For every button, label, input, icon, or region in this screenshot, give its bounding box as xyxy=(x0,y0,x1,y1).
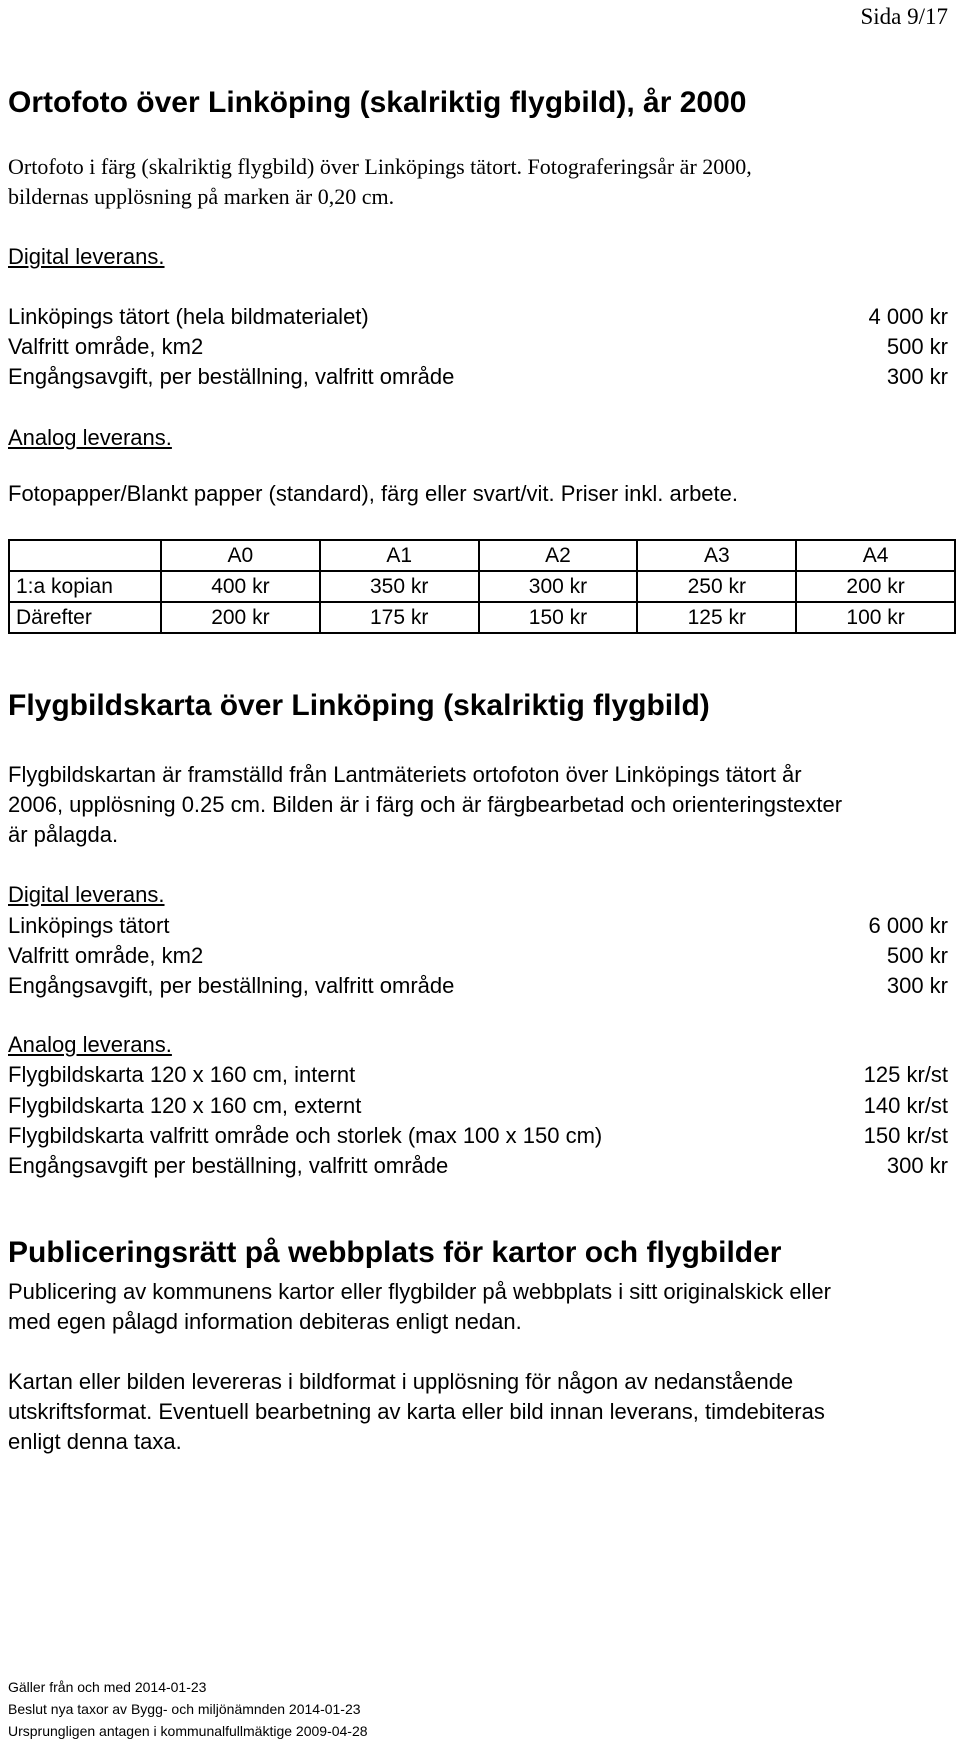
price-label: Linköpings tätort (hela bildmaterialet) xyxy=(8,304,369,329)
price-value: 150 kr/st xyxy=(863,1123,948,1148)
price-label: Flygbildskarta valfritt område och storlek (max 100 x 150 cm) xyxy=(8,1123,603,1148)
table-header-cell: A1 xyxy=(320,540,479,571)
table-cell: 300 kr xyxy=(479,571,638,602)
page-number: Sida 9/17 xyxy=(860,4,948,29)
table-cell: 175 kr xyxy=(320,602,479,633)
price-value: 300 kr xyxy=(886,364,948,389)
ortofoto-price-table xyxy=(8,539,956,634)
price-value: 140 kr/st xyxy=(863,1093,948,1118)
flygbildskarta-desc-line: Flygbildskartan är framställd från Lantmäteriets ortofoton över Linköpings tätort år xyxy=(8,762,802,787)
ortofoto-description xyxy=(8,152,752,212)
publicering-line: utskriftsformat. Eventuell bearbetning av karta eller bild innan leverans, timdebiteras xyxy=(8,1399,825,1424)
flygbildskarta-desc-line: är pålagda. xyxy=(8,822,119,847)
price-label: Valfritt område, km2 xyxy=(8,943,204,968)
table-header-cell: A0 xyxy=(161,540,320,571)
price-label: Engångsavgift per beställning, valfritt område xyxy=(8,1153,449,1178)
price-row xyxy=(8,911,948,941)
ortofoto-title: Ortofoto över Linköping (skalriktig flygbild), år 2000 xyxy=(8,86,747,119)
table-cell: 150 kr xyxy=(479,602,638,633)
flygbildskarta-desc-line: 2006, upplösning 0.25 cm. Bilden är i färg och är färgbearbetad och orienteringstexter xyxy=(8,792,843,817)
table-cell: 400 kr xyxy=(161,571,320,602)
publicering-line: Publicering av kommunens kartor eller flygbilder på webbplats i sitt originalskick eller xyxy=(8,1279,831,1304)
publicering-line: med egen pålagd information debiteras enligt nedan. xyxy=(8,1309,522,1334)
price-label: Flygbildskarta 120 x 160 cm, externt xyxy=(8,1093,362,1118)
footer-line: Gäller från och med 2014-01-23 xyxy=(8,1679,207,1695)
ortofoto-digital-heading: Digital leverans. xyxy=(8,244,165,269)
price-label: Engångsavgift, per beställning, valfritt område xyxy=(8,364,455,389)
table-cell: Därefter xyxy=(9,602,161,633)
table-cell: 1:a kopian xyxy=(9,571,161,602)
footer xyxy=(8,1676,368,1742)
publicering-title: Publiceringsrätt på webbplats för kartor och flygbilder xyxy=(8,1236,782,1269)
flygbildskarta-title: Flygbildskarta över Linköping (skalriktig flygbild) xyxy=(8,689,710,722)
publicering-paragraph-1 xyxy=(8,1277,831,1337)
publicering-line: enligt denna taxa. xyxy=(8,1429,182,1454)
table-cell xyxy=(9,540,161,571)
price-row xyxy=(8,362,948,392)
price-row xyxy=(8,332,948,362)
table-header-cell: A3 xyxy=(637,540,796,571)
flygbildskarta-analog-heading: Analog leverans. xyxy=(8,1032,172,1057)
price-value: 4 000 kr xyxy=(868,304,948,329)
price-value: 500 kr xyxy=(886,334,948,359)
price-value: 300 kr xyxy=(886,973,948,998)
ortofoto-analog-note: Fotopapper/Blankt papper (standard), färg eller svart/vit. Priser inkl. arbete. xyxy=(8,481,739,506)
price-value: 500 kr xyxy=(886,943,948,968)
price-row xyxy=(8,941,948,971)
table-cell: 200 kr xyxy=(161,602,320,633)
table-cell: 125 kr xyxy=(637,602,796,633)
ortofoto-desc-line: bildernas upplösning på marken är 0,20 cm. xyxy=(8,184,395,209)
publicering-line: Kartan eller bilden levereras i bildformat i upplösning för någon av nedanstående xyxy=(8,1369,794,1394)
price-row xyxy=(8,1121,948,1151)
price-value: 6 000 kr xyxy=(868,913,948,938)
table-header-row xyxy=(9,540,955,571)
ortofoto-analog-heading: Analog leverans. xyxy=(8,425,172,450)
footer-line: Ursprungligen antagen i kommunalfullmäktige 2009-04-28 xyxy=(8,1723,368,1739)
price-label: Engångsavgift, per beställning, valfritt område xyxy=(8,973,455,998)
price-label: Flygbildskarta 120 x 160 cm, internt xyxy=(8,1062,356,1087)
table-cell: 250 kr xyxy=(637,571,796,602)
price-value: 125 kr/st xyxy=(863,1062,948,1087)
price-row xyxy=(8,1091,948,1121)
table-header-cell: A2 xyxy=(479,540,638,571)
price-label: Linköpings tätort xyxy=(8,913,170,938)
table-cell: 100 kr xyxy=(796,602,955,633)
table-header-cell: A4 xyxy=(796,540,955,571)
flygbildskarta-description xyxy=(8,760,842,850)
table-cell: 350 kr xyxy=(320,571,479,602)
publicering-paragraph-2 xyxy=(8,1367,825,1457)
table-cell: 200 kr xyxy=(796,571,955,602)
price-label: Valfritt område, km2 xyxy=(8,334,204,359)
price-row xyxy=(8,1151,948,1181)
ortofoto-desc-line: Ortofoto i färg (skalriktig flygbild) över Linköpings tätort. Fotograferingsår är 2000, xyxy=(8,154,752,179)
table-row xyxy=(9,571,955,602)
price-row xyxy=(8,971,948,1001)
price-row xyxy=(8,1060,948,1090)
price-row xyxy=(8,302,948,332)
table-row xyxy=(9,602,955,633)
footer-line: Beslut nya taxor av Bygg- och miljönämnden 2014-01-23 xyxy=(8,1701,361,1717)
flygbildskarta-digital-heading: Digital leverans. xyxy=(8,882,165,907)
price-value: 300 kr xyxy=(886,1153,948,1178)
